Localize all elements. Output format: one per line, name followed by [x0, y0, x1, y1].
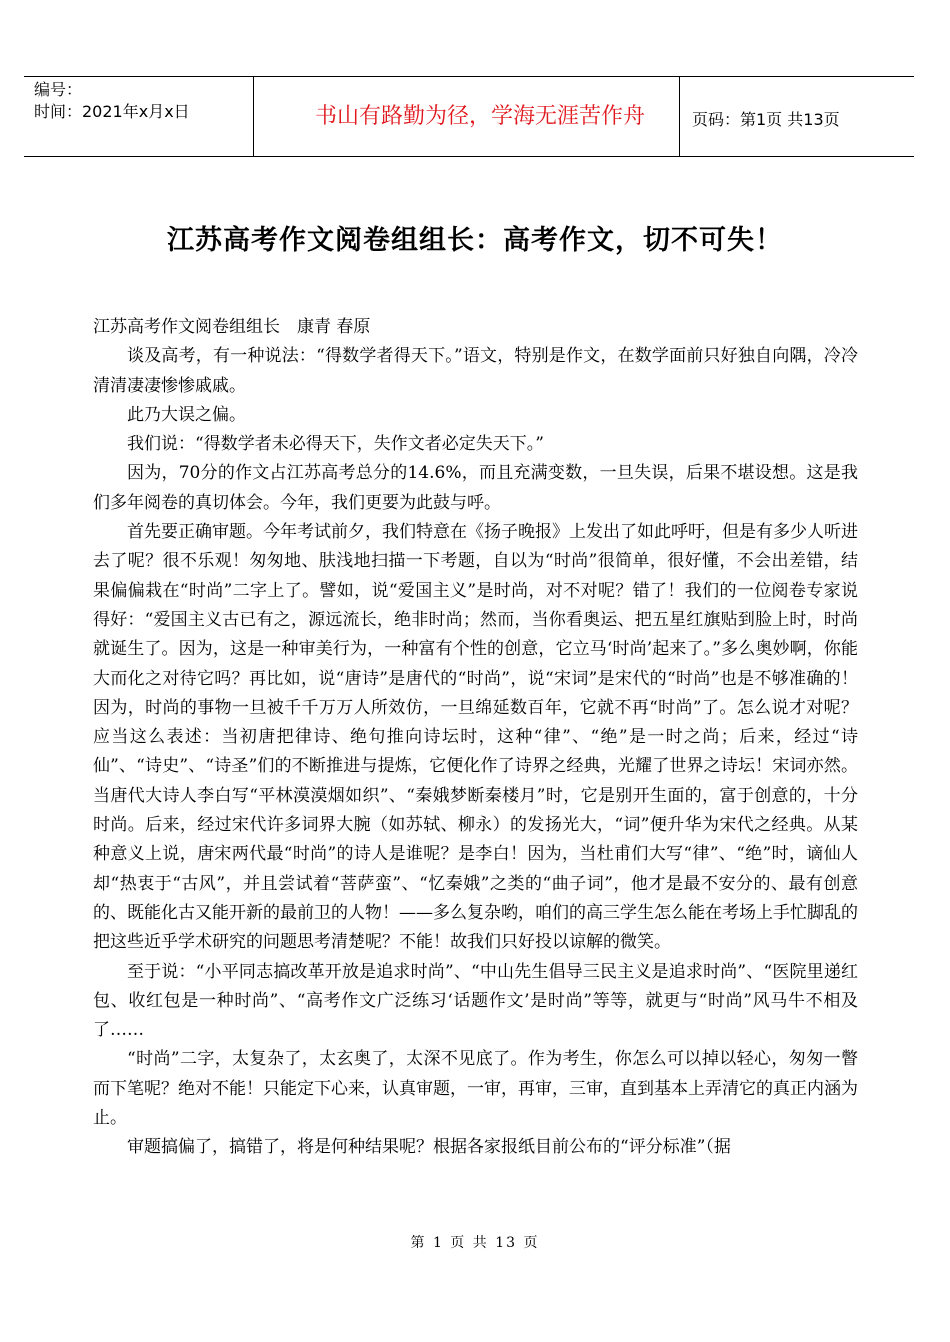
- paragraph: 首先要正确审题。今年考试前夕，我们特意在《扬子晚报》上发出了如此呼吁，但是有多少人听进去了呢？很不乐观！匆匆地、肤浅地扫描一下考题，自以为“时尚”很简单，很好懂，不会出差错，结果偏偏栽在“时尚”二字上了。譬如，说“爱国主义”是时尚，对不对呢？错了！我们的一位阅卷专家说得好：“爱国主义古已有之，源远流长，绝非时尚；然而，当你看奥运、把五星红旗贴到脸上时，时尚就诞生了。因为，这是一种审美行为，一种富有个性的创意，它立马‘时尚’起来了。”多么奥妙啊，你能大而化之对待它吗？再比如，说“唐诗”是唐代的“时尚”，说“宋词”是宋代的“时尚”也是不够准确的！因为，时尚的事物一旦被千千万万人所效仿，一旦绵延数百年，它就不再“时尚”了。怎么说才对呢？应当这么表述：当初唐把律诗、绝句推向诗坛时，这种“律”、“绝”是一时之尚；后来，经过“诗仙”、“诗史”、“诗圣”们的不断推进与提炼，它便化作了诗界之经典，光耀了世界之诗坛！宋词亦然。当唐代大诗人李白写“平林漠漠烟如织”、“秦娥梦断秦楼月”时，它是别开生面的，富于创意的，十分时尚。后来，经过宋代许多词界大腕（如苏轼、柳永）的发扬光大，“词”便升华为宋代之经典。从某种意义上说，唐宋两代最“时尚”的诗人是谁呢？是李白！因为，当杜甫们大写“律”、“绝”时，谪仙人却“热衷于“古风”，并且尝试着“菩萨蛮”、“忆秦娥”之类的“曲子词”，他才是最不安分的、最有创意的、既能化古又能开新的最前卫的人物！——多么复杂哟，咱们的高三学生怎么能在考场上手忙脚乱的把这些近乎学术研究的问题思考清楚呢？不能！故我们只好投以谅解的微笑。: [93, 522, 858, 953]
- paragraph: 至于说：“小平同志搞改革开放是追求时尚”、“中山先生倡导三民主义是追求时尚”、“医院里递红包、收红包是一种时尚”、“高考作文广泛练习‘话题作文’是时尚”等等，就更与“时尚”风马牛不相及了……: [93, 961, 858, 1041]
- page-header: [24, 76, 914, 157]
- paragraph: 审题搞偏了，搞错了，将是何种结果呢？根据各家报纸目前公布的“评分标准”（据: [127, 1137, 731, 1158]
- paragraph: 谈及高考，有一种说法：“得数学者得天下。”语文，特别是作文，在数学面前只好独自向隅，冷冷清清凄凄惨惨戚戚。: [93, 346, 858, 396]
- paragraph: 我们说：“得数学者未必得天下，失作文者必定失天下。”: [127, 434, 544, 455]
- header-divider: [253, 77, 254, 156]
- article-body: [93, 313, 858, 1163]
- paragraph: 此乃大误之偏。: [127, 404, 246, 425]
- page-footer: 第 1 页 共 13 页: [410, 1235, 540, 1251]
- header-meta: [34, 79, 254, 123]
- header-page-info: 页码：第1页 共13页: [692, 110, 840, 129]
- byline: 江苏高考作文阅卷组组长 康青 春原: [93, 317, 371, 337]
- header-divider: [679, 77, 680, 156]
- header-motto: 书山有路勤为径，学海无涯苦作舟: [314, 104, 645, 129]
- document-title: 江苏高考作文阅卷组组长：高考作文，切不可失！: [167, 225, 783, 256]
- paragraph: 因为，70分的作文占江苏高考总分的14.6%，而且充满变数，一旦失误，后果不堪设想。这是我们多年阅卷的真切体会。今年，我们更要为此鼓与呼。: [93, 463, 858, 513]
- paragraph: “时尚”二字，太复杂了，太玄奥了，太深不见底了。作为考生，你怎么可以掉以轻心，匆匆一瞥而下笔呢？绝对不能！只能定下心来，认真审题，一审，再审，三审，直到基本上弄清它的真正内涵为止。: [93, 1049, 858, 1129]
- time-label: 时间：2021年x月x日: [34, 102, 190, 121]
- number-label: 编号：: [34, 80, 83, 99]
